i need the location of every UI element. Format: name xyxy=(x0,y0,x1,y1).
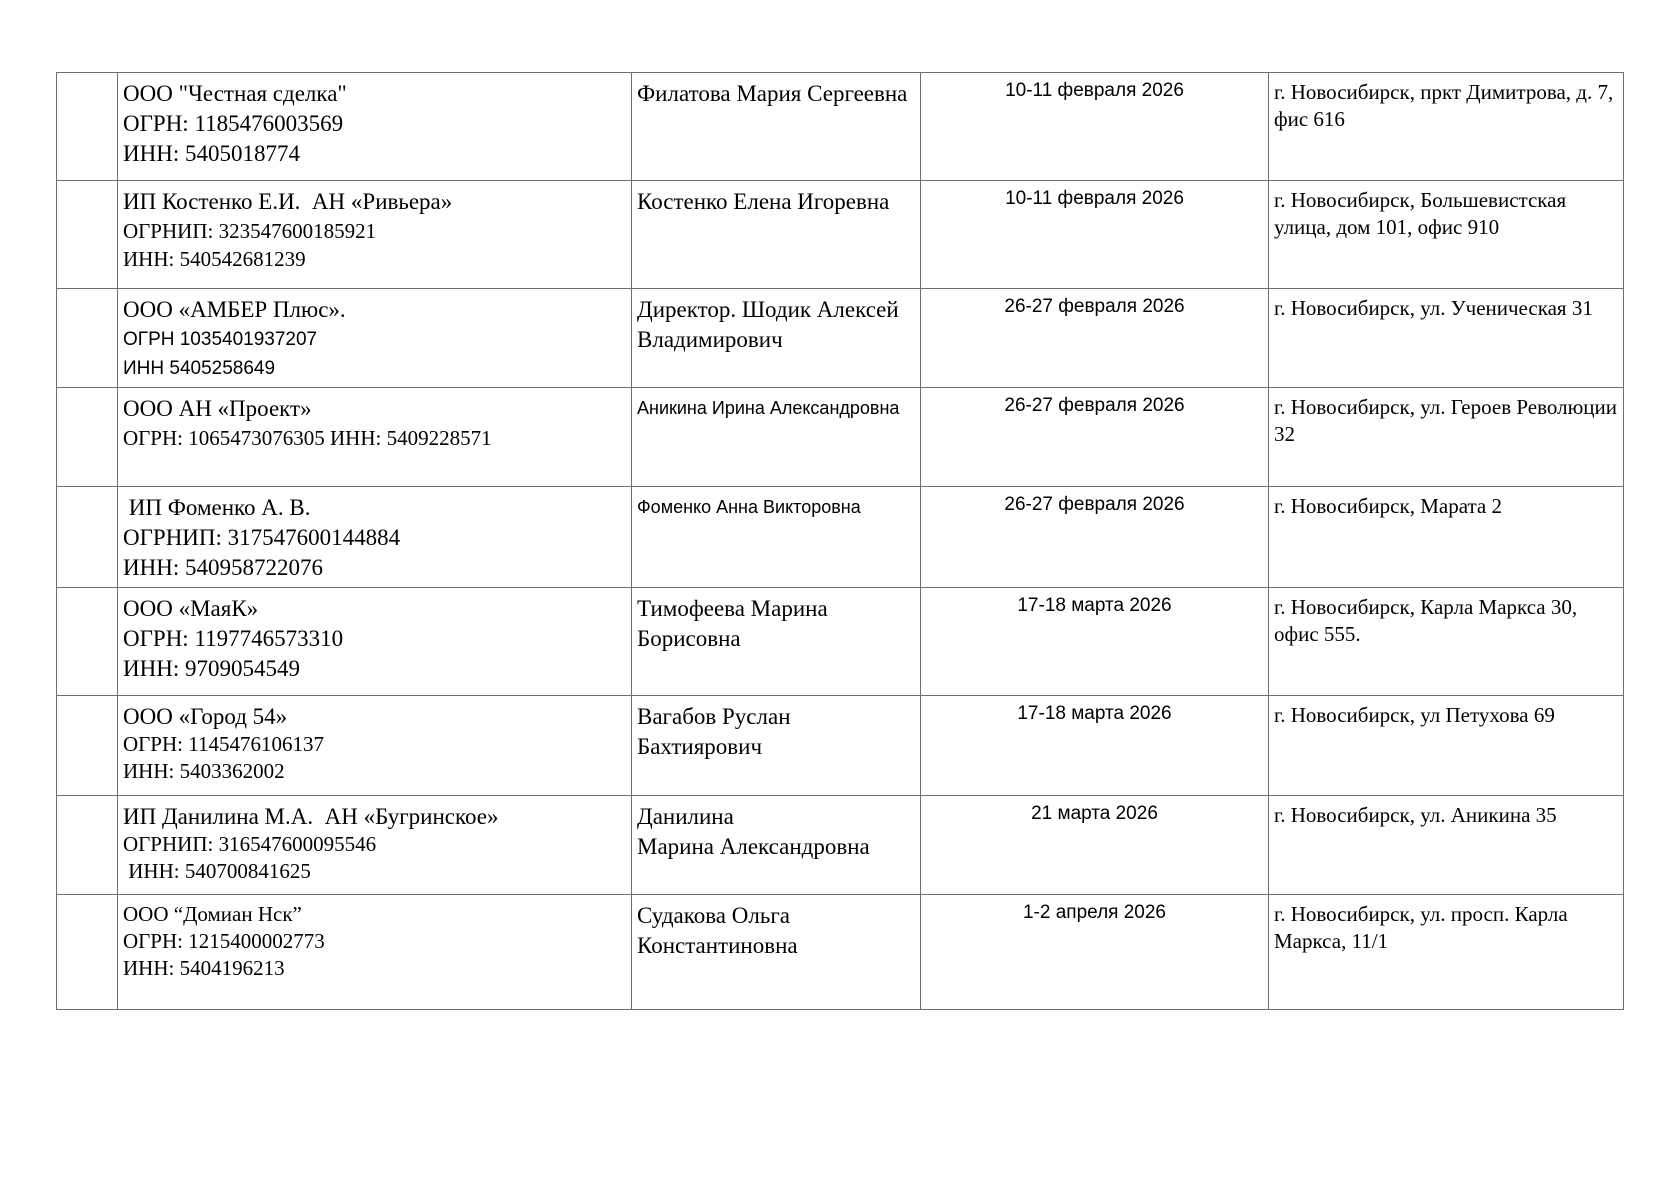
address-cell: г. Новосибирск, ул. просп. Карла Маркса, 11/1 xyxy=(1269,895,1624,1010)
address-cell: г. Новосибирск, ул Петухова 69 xyxy=(1269,696,1624,796)
person-cell: Директор. Шодик Алексей Владимирович xyxy=(632,289,921,388)
company-ogrn: ОГРН: 1145476106137 xyxy=(123,732,324,756)
company-cell xyxy=(118,588,632,696)
company-ogrn: ОГРН: 1215400002773 xyxy=(123,929,325,953)
company-cell xyxy=(118,181,632,289)
date-cell: 10-11 февраля 2026 xyxy=(921,73,1269,181)
address-cell: г. Новосибирск, ул. Аникина 35 xyxy=(1269,796,1624,895)
company-cell xyxy=(118,796,632,895)
row-number-cell xyxy=(57,181,118,289)
person-cell: Судакова Ольга Константиновна xyxy=(632,895,921,1010)
company-cell xyxy=(118,696,632,796)
table-row xyxy=(57,588,1624,696)
address-cell: г. Новосибирск, ул. Героев Революции 32 xyxy=(1269,388,1624,487)
company-ogrn: ОГРНИП: 323547600185921 xyxy=(123,219,377,243)
person-cell: Филатова Мария Сергеевна xyxy=(632,73,921,181)
person-cell: Костенко Елена Игоревна xyxy=(632,181,921,289)
company-name: ООО “Домиан Нск” xyxy=(123,902,302,926)
company-name: ООО «Город 54» xyxy=(123,704,288,729)
date-cell: 17-18 марта 2026 xyxy=(921,696,1269,796)
company-ogrn-inn: ОГРН: 1065473076305 ИНН: 5409228571 xyxy=(123,426,492,450)
table-row xyxy=(57,388,1624,487)
date-cell: 26-27 февраля 2026 xyxy=(921,487,1269,588)
company-name: ООО "Честная сделка" xyxy=(123,81,347,106)
date-cell: 21 марта 2026 xyxy=(921,796,1269,895)
address-cell: г. Новосибирск, Карла Маркса 30, офис 555. xyxy=(1269,588,1624,696)
table-row xyxy=(57,796,1624,895)
date-cell: 26-27 февраля 2026 xyxy=(921,388,1269,487)
company-inn: ИНН: 540958722076 xyxy=(123,555,323,580)
company-cell xyxy=(118,895,632,1010)
table-row xyxy=(57,73,1624,181)
date-cell: 17-18 марта 2026 xyxy=(921,588,1269,696)
row-number-cell xyxy=(57,388,118,487)
company-inn: ИНН: 5403362002 xyxy=(123,759,285,783)
company-ogrn: ОГРНИП: 316547600095546 xyxy=(123,832,377,856)
company-inn: ИНН: 5405018774 xyxy=(123,141,300,166)
company-name: ООО «МаяК» xyxy=(123,596,259,621)
address-cell: г. Новосибирск, пркт Димитрова, д. 7, фис 616 xyxy=(1269,73,1624,181)
company-ogrn: ОГРН: 1185476003569 xyxy=(123,111,344,136)
date-cell: 10-11 февраля 2026 xyxy=(921,181,1269,289)
table-row xyxy=(57,289,1624,388)
person-cell xyxy=(632,796,921,895)
address-cell: г. Новосибирск, Большевистская улица, дом 101, офис 910 xyxy=(1269,181,1624,289)
company-ogrn: ОГРН 1035401937207 xyxy=(123,329,318,350)
date-cell: 1-2 апреля 2026 xyxy=(921,895,1269,1010)
company-inn: ИНН: 540700841625 xyxy=(123,859,311,883)
person-cell: Тимофеева Марина Борисовна xyxy=(632,588,921,696)
company-ogrn: ОГРН: 1197746573310 xyxy=(123,626,344,651)
address-cell: г. Новосибирск, ул. Ученическая 31 xyxy=(1269,289,1624,388)
company-cell xyxy=(118,388,632,487)
row-number-cell xyxy=(57,73,118,181)
company-inn: ИНН: 5404196213 xyxy=(123,956,285,980)
company-cell xyxy=(118,73,632,181)
company-name: ИП Данилина М.А. АН «Бугринское» xyxy=(123,804,499,829)
organizations-table xyxy=(56,72,1624,1010)
person-cell: Вагабов Руслан Бахтиярович xyxy=(632,696,921,796)
company-inn: ИНН: 9709054549 xyxy=(123,656,300,681)
row-number-cell xyxy=(57,588,118,696)
table-row xyxy=(57,696,1624,796)
date-cell: 26-27 февраля 2026 xyxy=(921,289,1269,388)
person-cell: Аникина Ирина Александровна xyxy=(632,388,921,487)
row-number-cell xyxy=(57,895,118,1010)
row-number-cell xyxy=(57,696,118,796)
person-cell: Фоменко Анна Викторовна xyxy=(632,487,921,588)
company-cell xyxy=(118,487,632,588)
table-row xyxy=(57,487,1624,588)
company-name: ИП Фоменко А. В. xyxy=(123,495,311,520)
person-surname: Данилина xyxy=(637,804,734,829)
table-row xyxy=(57,181,1624,289)
row-number-cell xyxy=(57,289,118,388)
company-ogrn: ОГРНИП: 317547600144884 xyxy=(123,525,401,550)
company-name: ООО «АМБЕР Плюс». xyxy=(123,297,346,322)
company-inn: ИНН: 540542681239 xyxy=(123,247,306,271)
company-inn: ИНН 5405258649 xyxy=(123,358,276,379)
company-name: ИП Костенко Е.И. АН «Ривьера» xyxy=(123,189,453,214)
company-name: ООО АН «Проект» xyxy=(123,396,312,421)
row-number-cell xyxy=(57,796,118,895)
address-cell: г. Новосибирск, Марата 2 xyxy=(1269,487,1624,588)
row-number-cell xyxy=(57,487,118,588)
company-cell xyxy=(118,289,632,388)
table-row xyxy=(57,895,1624,1010)
person-given-names: Марина Александровна xyxy=(637,834,870,859)
